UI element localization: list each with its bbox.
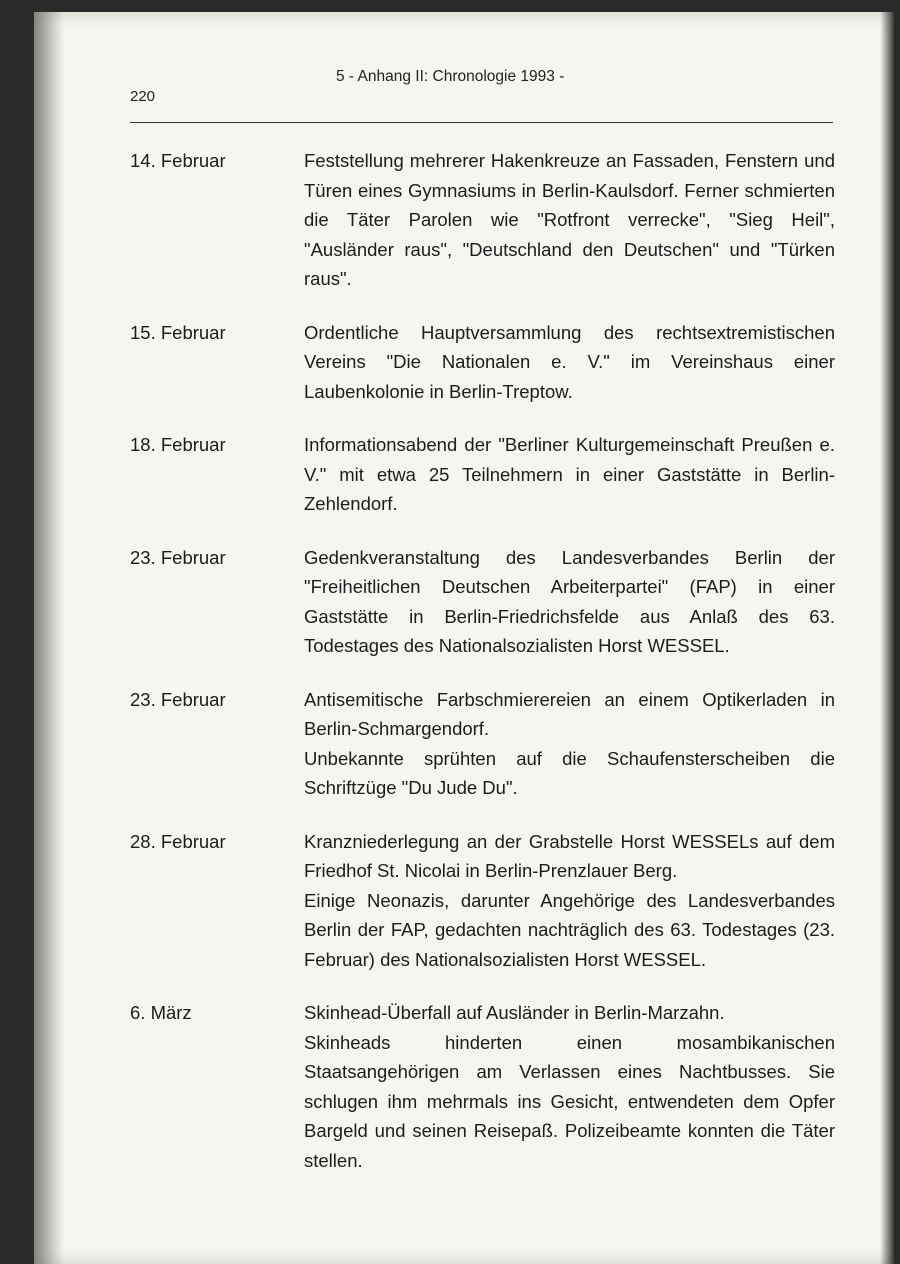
entry-paragraph: Feststellung mehrerer Hakenkreuze an Fassaden, Fenstern und Türen eines Gymnasiums in Berlin-Kaulsdorf. Ferner schmierten die Täter Parolen wie "Rotfront verrecke", "Sieg Heil", "Ausländer raus", "Deutschland den Deutschen" und "Türken raus".: [304, 150, 835, 289]
entry-paragraph: Skinheads hinderten einen mosambikanischen Staatsangehörigen am Verlassen eines Nachtbusses. Sie schlugen ihm mehrmals ins Gesicht, entwendeten dem Opfer Bargeld und seinen Reisepaß. Polizeibeamte konnten die Täter stellen.: [304, 1031, 835, 1171]
entry-text: [304, 998, 835, 1175]
entry-paragraph: Antisemitische Farbschmierereien an einem Optikerladen in Berlin-Schmargendorf.: [304, 688, 835, 739]
entry-paragraph: Kranzniederlegung an der Grabstelle Horst WESSELs auf dem Friedhof St. Nicolai in Berlin-Prenzlauer Berg.: [304, 830, 835, 881]
entry-paragraph: Skinhead-Überfall auf Ausländer in Berlin-Marzahn.: [304, 1002, 725, 1023]
entry-date: 28. Februar: [130, 830, 226, 852]
chronology-entry: [130, 318, 835, 407]
chronology-list: [130, 146, 835, 1199]
entry-text: [304, 543, 835, 661]
entry-text: [304, 685, 835, 803]
entry-date: 18. Februar: [130, 434, 226, 455]
entry-text: [304, 827, 835, 975]
entry-date: 23. Februar: [130, 688, 226, 710]
entry-paragraph: Informationsabend der "Berliner Kulturgemeinschaft Preußen e. V." mit etwa 25 Teilnehmern in einer Gaststätte in Berlin-Zehlendorf.: [304, 434, 835, 514]
entry-text: [304, 430, 835, 519]
entry-paragraph: Unbekannte sprühten auf die Schaufensterscheiben die Schriftzüge "Du Jude Du".: [304, 747, 835, 798]
spine-shadow: [34, 12, 64, 1264]
entry-paragraph: Einige Neonazis, darunter Angehörige des Landesverbandes Berlin der FAP, gedachten nachträglich des 63. Todestages (23. Februar) des Nationalsozialisten Horst WESSEL.: [304, 889, 835, 970]
chronology-entry: [130, 685, 835, 803]
entry-text: [304, 318, 835, 407]
page-edge: [880, 12, 894, 1264]
header-rule: [130, 122, 833, 123]
chronology-entry: [130, 430, 835, 519]
page-header: [130, 66, 830, 126]
page-number: 220: [130, 88, 156, 105]
entry-text: [304, 146, 835, 294]
entry-paragraph: Gedenkveranstaltung des Landesverbandes Berlin der "Freiheitlichen Deutschen Arbeiterpartei" (FAP) in einer Gaststätte in Berlin-Friedrichsfelde aus Anlaß des 63. Todestages des Nationalsozialisten Horst WESSEL.: [304, 546, 835, 656]
entry-date: 14. Februar: [130, 150, 226, 171]
running-title: 5 - Anhang II: Chronologie 1993 -: [336, 68, 565, 85]
entry-date: 15. Februar: [130, 321, 226, 343]
entry-paragraph: Ordentliche Hauptversammlung des rechtsextremistischen Vereins "Die Nationalen e. V." im Vereinshaus einer Laubenkolonie in Berlin-Treptow.: [304, 321, 835, 402]
entry-date: 6. März: [130, 1002, 192, 1023]
chronology-entry: [130, 827, 835, 975]
chronology-entry: [130, 998, 835, 1175]
entry-date: 23. Februar: [130, 546, 226, 568]
chronology-entry: [130, 543, 835, 661]
chronology-entry: [130, 146, 835, 294]
